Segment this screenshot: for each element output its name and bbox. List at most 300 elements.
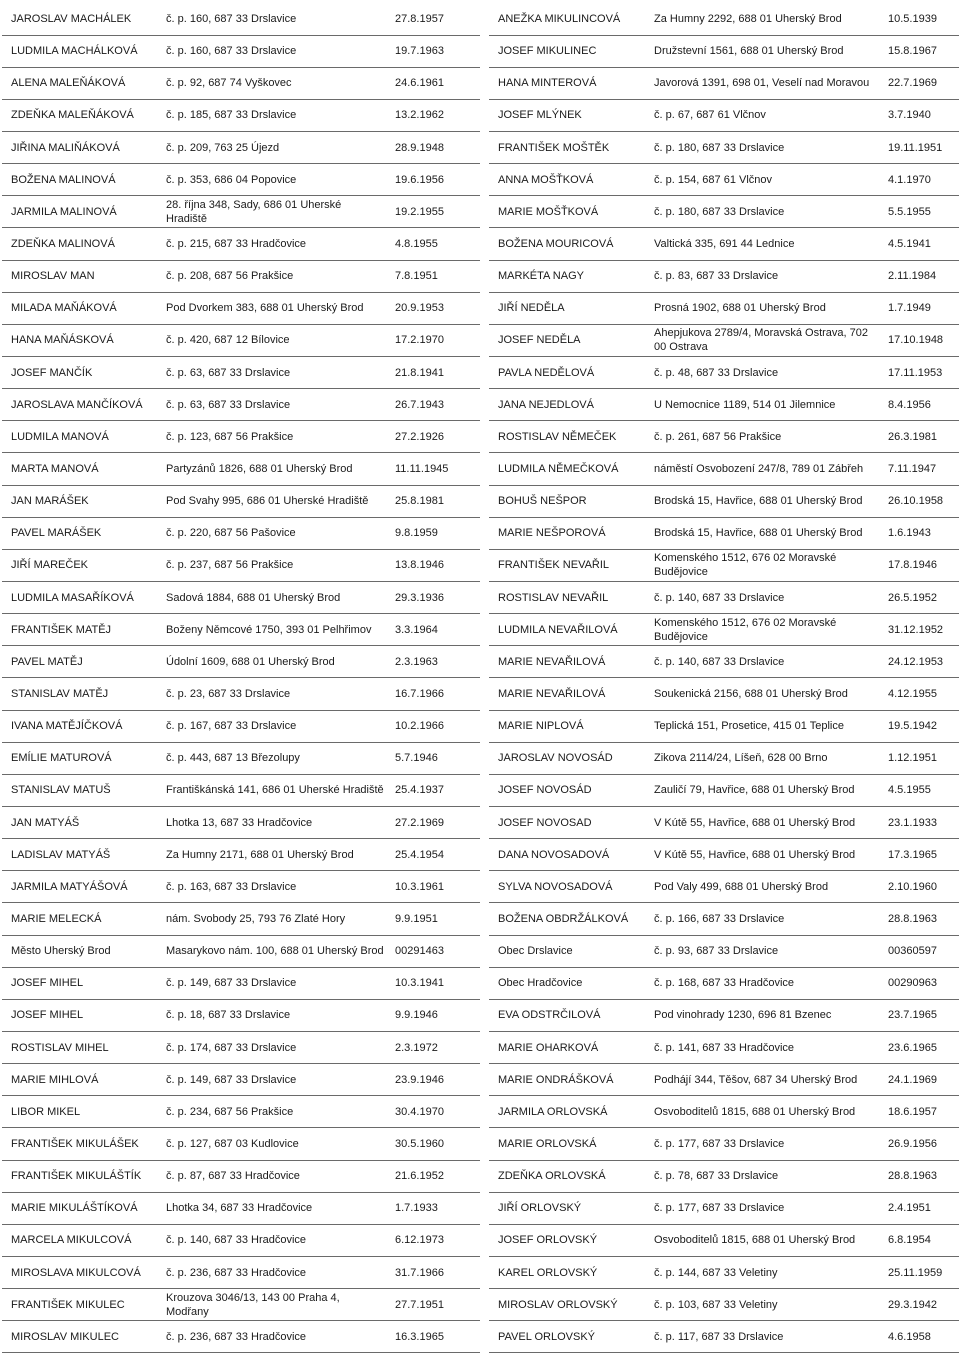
owner-address: č. p. 209, 763 25 Újezd (157, 132, 386, 164)
table-row (2, 1289, 480, 1321)
birth-date: 7.11.1947 (879, 453, 959, 485)
birth-date: 4.12.1955 (879, 678, 959, 710)
birth-date: 4.6.1958 (879, 1321, 959, 1353)
owner-address: Brodská 15, Havřice, 688 01 Uherský Brod (645, 485, 879, 517)
birth-date: 2.11.1984 (879, 260, 959, 292)
owner-name: EVA ODSTRČILOVÁ (489, 999, 645, 1031)
table-row (2, 1160, 480, 1192)
owner-name: JOSEF NOVOSÁD (489, 774, 645, 806)
owner-address: č. p. 141, 687 33 Hradčovice (645, 1032, 879, 1064)
owner-address: č. p. 67, 687 61 Vlčnov (645, 99, 879, 131)
birth-date: 27.2.1926 (386, 421, 480, 453)
owner-name: MIROSLAV MIKULEC (2, 1321, 157, 1353)
owner-name: IVANA MATĚJÍČKOVÁ (2, 710, 157, 742)
table-row (2, 1224, 480, 1256)
right-register-table (489, 3, 959, 1353)
table-row (2, 549, 480, 581)
owner-name: MARIE MIKULÁŠTÍKOVÁ (2, 1192, 157, 1224)
owner-address: č. p. 168, 687 33 Hradčovice (645, 967, 879, 999)
owner-name: PAVLA NEDĚLOVÁ (489, 357, 645, 389)
owner-name: JIŘÍ NEDĚLA (489, 292, 645, 324)
birth-date: 10.3.1941 (386, 967, 480, 999)
table-row (489, 871, 959, 903)
table-row (2, 99, 480, 131)
birth-date: 3.3.1964 (386, 614, 480, 646)
owner-name: JOSEF MLÝNEK (489, 99, 645, 131)
birth-date: 4.5.1941 (879, 228, 959, 260)
owner-name: MARIE NEŠPOROVÁ (489, 517, 645, 549)
table-row (489, 517, 959, 549)
owner-address: č. p. 140, 687 33 Drslavice (645, 646, 879, 678)
birth-date: 29.3.1942 (879, 1289, 959, 1321)
table-row (489, 807, 959, 839)
table-row (489, 260, 959, 292)
birth-date: 25.4.1937 (386, 774, 480, 806)
owner-name: HANA MINTEROVÁ (489, 67, 645, 99)
owner-name: MARIE OHARKOVÁ (489, 1032, 645, 1064)
owner-name: STANISLAV MATĚJ (2, 678, 157, 710)
table-row (489, 67, 959, 99)
owner-address: Za Humny 2292, 688 01 Uherský Brod (645, 3, 879, 35)
owner-name: JARMILA ORLOVSKÁ (489, 1096, 645, 1128)
owner-address: Masarykovo nám. 100, 688 01 Uherský Brod (157, 935, 386, 967)
owner-address: č. p. 234, 687 56 Prakšice (157, 1096, 386, 1128)
birth-date: 24.6.1961 (386, 67, 480, 99)
owner-name: PAVEL MARÁŠEK (2, 517, 157, 549)
owner-address: č. p. 48, 687 33 Drslavice (645, 357, 879, 389)
owner-name: LUDMILA MACHÁLKOVÁ (2, 35, 157, 67)
owner-address: č. p. 123, 687 56 Prakšice (157, 421, 386, 453)
table-row (489, 614, 959, 646)
birth-date: 24.12.1953 (879, 646, 959, 678)
birth-date: 4.5.1955 (879, 774, 959, 806)
birth-date: 17.2.1970 (386, 324, 480, 356)
birth-date: 17.11.1953 (879, 357, 959, 389)
birth-date: 27.2.1969 (386, 807, 480, 839)
owner-address: U Nemocnice 1189, 514 01 Jilemnice (645, 389, 879, 421)
birth-date: 7.8.1951 (386, 260, 480, 292)
birth-date: 28.9.1948 (386, 132, 480, 164)
birth-date: 16.3.1965 (386, 1321, 480, 1353)
birth-date: 13.2.1962 (386, 99, 480, 131)
table-row (489, 549, 959, 581)
owner-name: ZDEŇKA ORLOVSKÁ (489, 1160, 645, 1192)
birth-date: 24.1.1969 (879, 1064, 959, 1096)
birth-date: 29.3.1936 (386, 582, 480, 614)
table-row (2, 742, 480, 774)
owner-address: Valtická 335, 691 44 Lednice (645, 228, 879, 260)
table-row (489, 839, 959, 871)
owner-name: LUDMILA NĚMEČKOVÁ (489, 453, 645, 485)
table-row (2, 132, 480, 164)
table-row (2, 453, 480, 485)
owner-address: č. p. 127, 687 03 Kudlovice (157, 1128, 386, 1160)
birth-date: 19.7.1963 (386, 35, 480, 67)
owner-address: Za Humny 2171, 688 01 Uherský Brod (157, 839, 386, 871)
owner-name: JAN MATYÁŠ (2, 807, 157, 839)
birth-date: 31.12.1952 (879, 614, 959, 646)
birth-date: 27.8.1957 (386, 3, 480, 35)
owner-name: JAN MARÁŠEK (2, 485, 157, 517)
owner-name: Obec Drslavice (489, 935, 645, 967)
birth-date: 17.3.1965 (879, 839, 959, 871)
owner-address: č. p. 174, 687 33 Drslavice (157, 1032, 386, 1064)
owner-address: č. p. 83, 687 33 Drslavice (645, 260, 879, 292)
owner-name: JIŘINA MALIŇÁKOVÁ (2, 132, 157, 164)
owner-name: MARIE NEVAŘILOVÁ (489, 646, 645, 678)
birth-date: 26.10.1958 (879, 485, 959, 517)
birth-date: 5.7.1946 (386, 742, 480, 774)
table-row (489, 903, 959, 935)
owner-address: Lhotka 34, 687 33 Hradčovice (157, 1192, 386, 1224)
table-row (2, 839, 480, 871)
table-row (2, 935, 480, 967)
owner-address: č. p. 78, 687 33 Drslavice (645, 1160, 879, 1192)
owner-name: FRANTIŠEK NEVAŘIL (489, 549, 645, 581)
left-register-table (2, 3, 480, 1353)
birth-date: 8.4.1956 (879, 389, 959, 421)
table-row (489, 132, 959, 164)
owner-name: FRANTIŠEK MIKULÁŠTÍK (2, 1160, 157, 1192)
birth-date: 4.8.1955 (386, 228, 480, 260)
table-row (2, 164, 480, 196)
owner-address: č. p. 167, 687 33 Drslavice (157, 710, 386, 742)
owner-name: KAREL ORLOVSKÝ (489, 1256, 645, 1288)
owner-address: Komenského 1512, 676 02 Moravské Budějovice (645, 549, 879, 581)
owner-address: nám. Svobody 25, 793 76 Zlaté Hory (157, 903, 386, 935)
table-row (2, 1256, 480, 1288)
owner-address: Teplická 151, Prosetice, 415 01 Teplice (645, 710, 879, 742)
owner-name: MIROSLAV ORLOVSKÝ (489, 1289, 645, 1321)
owner-name: ANNA MOŠŤKOVÁ (489, 164, 645, 196)
owner-name: JOSEF MIHEL (2, 999, 157, 1031)
owner-name: MARIE MELECKÁ (2, 903, 157, 935)
owner-address: V Kútě 55, Havřice, 688 01 Uherský Brod (645, 807, 879, 839)
owner-address: č. p. 353, 686 04 Popovice (157, 164, 386, 196)
birth-date: 2.4.1951 (879, 1192, 959, 1224)
owner-name: FRANTIŠEK MATĚJ (2, 614, 157, 646)
owner-name: MARIE MIHLOVÁ (2, 1064, 157, 1096)
owner-name: JARMILA MALINOVÁ (2, 196, 157, 228)
left-register-body (2, 3, 480, 1353)
owner-address: č. p. 420, 687 12 Bílovice (157, 324, 386, 356)
birth-date: 10.5.1939 (879, 3, 959, 35)
owner-name: LUDMILA NEVAŘILOVÁ (489, 614, 645, 646)
table-row (489, 710, 959, 742)
birth-date: 18.6.1957 (879, 1096, 959, 1128)
table-row (489, 774, 959, 806)
owner-name: Město Uherský Brod (2, 935, 157, 967)
owner-address: č. p. 177, 687 33 Drslavice (645, 1192, 879, 1224)
table-row (489, 742, 959, 774)
owner-name: JOSEF NOVOSAD (489, 807, 645, 839)
table-row (489, 967, 959, 999)
owner-name: EMÍLIE MATUROVÁ (2, 742, 157, 774)
owner-name: BOŽENA MOURICOVÁ (489, 228, 645, 260)
birth-date: 30.5.1960 (386, 1128, 480, 1160)
birth-date: 20.9.1953 (386, 292, 480, 324)
owner-address: V Kútě 55, Havřice, 688 01 Uherský Brod (645, 839, 879, 871)
owner-address: Podhájí 344, Těšov, 687 34 Uherský Brod (645, 1064, 879, 1096)
owner-name: Obec Hradčovice (489, 967, 645, 999)
owner-address: č. p. 163, 687 33 Drslavice (157, 871, 386, 903)
table-row (2, 614, 480, 646)
table-row (2, 260, 480, 292)
owner-name: MIROSLAV MAN (2, 260, 157, 292)
birth-date: 1.12.1951 (879, 742, 959, 774)
owner-name: LADISLAV MATYÁŠ (2, 839, 157, 871)
owner-name: FRANTIŠEK MIKULÁŠEK (2, 1128, 157, 1160)
table-row (489, 35, 959, 67)
owner-address: Lhotka 13, 687 33 Hradčovice (157, 807, 386, 839)
birth-date: 10.3.1961 (386, 871, 480, 903)
owner-name: JANA NEJEDLOVÁ (489, 389, 645, 421)
owner-address: Pod Dvorkem 383, 688 01 Uherský Brod (157, 292, 386, 324)
table-row (489, 228, 959, 260)
table-row (489, 1289, 959, 1321)
owner-address: Zikova 2114/24, Líšeň, 628 00 Brno (645, 742, 879, 774)
owner-address: č. p. 208, 687 56 Prakšice (157, 260, 386, 292)
owner-address: Prosná 1902, 688 01 Uherský Brod (645, 292, 879, 324)
table-row (489, 164, 959, 196)
owner-address: č. p. 63, 687 33 Drslavice (157, 357, 386, 389)
owner-name: JOSEF NEDĚLA (489, 324, 645, 356)
table-row (2, 228, 480, 260)
owner-address: č. p. 185, 687 33 Drslavice (157, 99, 386, 131)
table-row (489, 3, 959, 35)
birth-date: 15.8.1967 (879, 35, 959, 67)
table-row (489, 292, 959, 324)
owner-name: JAROSLAVA MANČÍKOVÁ (2, 389, 157, 421)
owner-name: JAROSLAV NOVOSÁD (489, 742, 645, 774)
owner-name: JIŘÍ ORLOVSKÝ (489, 1192, 645, 1224)
owner-address: Komenského 1512, 676 02 Moravské Budějovice (645, 614, 879, 646)
birth-date: 27.7.1951 (386, 1289, 480, 1321)
owner-name: FRANTIŠEK MIKULEC (2, 1289, 157, 1321)
owner-address: č. p. 149, 687 33 Drslavice (157, 1064, 386, 1096)
owner-address: Sadová 1884, 688 01 Uherský Brod (157, 582, 386, 614)
owner-name: PAVEL ORLOVSKÝ (489, 1321, 645, 1353)
owner-address: č. p. 237, 687 56 Prakšice (157, 549, 386, 581)
table-row (489, 99, 959, 131)
birth-date: 26.7.1943 (386, 389, 480, 421)
birth-date: 17.8.1946 (879, 549, 959, 581)
table-row (489, 999, 959, 1031)
owner-name: BOŽENA MALINOVÁ (2, 164, 157, 196)
birth-date: 21.6.1952 (386, 1160, 480, 1192)
owner-address: Pod Svahy 995, 686 01 Uherské Hradiště (157, 485, 386, 517)
birth-date: 6.12.1973 (386, 1224, 480, 1256)
table-row (2, 196, 480, 228)
owner-address: č. p. 180, 687 33 Drslavice (645, 132, 879, 164)
owner-address: č. p. 18, 687 33 Drslavice (157, 999, 386, 1031)
birth-date: 19.11.1951 (879, 132, 959, 164)
owner-address: č. p. 140, 687 33 Drslavice (645, 582, 879, 614)
birth-date: 3.7.1940 (879, 99, 959, 131)
owner-address: Družstevní 1561, 688 01 Uherský Brod (645, 35, 879, 67)
birth-date: 2.10.1960 (879, 871, 959, 903)
owner-address: č. p. 166, 687 33 Drslavice (645, 903, 879, 935)
owner-name: JOSEF MIKULINEC (489, 35, 645, 67)
birth-date: 9.9.1946 (386, 999, 480, 1031)
table-row (2, 35, 480, 67)
table-row (2, 324, 480, 356)
table-row (489, 1064, 959, 1096)
birth-date: 22.7.1969 (879, 67, 959, 99)
table-row (489, 1321, 959, 1353)
table-row (2, 517, 480, 549)
owner-name: HANA MAŇÁSKOVÁ (2, 324, 157, 356)
owner-address: č. p. 261, 687 56 Prakšice (645, 421, 879, 453)
birth-date: 21.8.1941 (386, 357, 480, 389)
birth-date: 19.6.1956 (386, 164, 480, 196)
table-row (2, 485, 480, 517)
owner-name: LIBOR MIKEL (2, 1096, 157, 1128)
birth-date: 25.4.1954 (386, 839, 480, 871)
owner-name: STANISLAV MATUŠ (2, 774, 157, 806)
table-row (2, 421, 480, 453)
owner-address: Osvoboditelů 1815, 688 01 Uherský Brod (645, 1224, 879, 1256)
owner-name: LUDMILA MANOVÁ (2, 421, 157, 453)
owner-address: č. p. 149, 687 33 Drslavice (157, 967, 386, 999)
owner-name: MARIE MOŠŤKOVÁ (489, 196, 645, 228)
birth-date: 25.8.1981 (386, 485, 480, 517)
owner-name: MILADA MAŇÁKOVÁ (2, 292, 157, 324)
owner-address: Františkánská 141, 686 01 Uherské Hradiště (157, 774, 386, 806)
owner-address: č. p. 23, 687 33 Drslavice (157, 678, 386, 710)
birth-date: 17.10.1948 (879, 324, 959, 356)
owner-address: č. p. 180, 687 33 Drslavice (645, 196, 879, 228)
table-row (489, 421, 959, 453)
table-row (2, 774, 480, 806)
owner-address: Údolní 1609, 688 01 Uherský Brod (157, 646, 386, 678)
owner-address: 28. října 348, Sady, 686 01 Uherské Hradiště (157, 196, 386, 228)
table-row (2, 871, 480, 903)
table-row (2, 1128, 480, 1160)
birth-date: 13.8.1946 (386, 549, 480, 581)
owner-address: Krouzova 3046/13, 143 00 Praha 4, Modřany (157, 1289, 386, 1321)
birth-date: 00360597 (879, 935, 959, 967)
table-row (2, 646, 480, 678)
birth-date: 1.6.1943 (879, 517, 959, 549)
owner-address: Pod vinohrady 1230, 696 81 Bzenec (645, 999, 879, 1031)
table-row (2, 292, 480, 324)
table-row (489, 678, 959, 710)
owner-address: Ahepjukova 2789/4, Moravská Ostrava, 702 00 Ostrava (645, 324, 879, 356)
table-row (2, 67, 480, 99)
table-row (489, 324, 959, 356)
table-row (489, 646, 959, 678)
owner-address: Javorová 1391, 698 01, Veselí nad Moravou (645, 67, 879, 99)
birth-date: 10.2.1966 (386, 710, 480, 742)
birth-date: 2.3.1963 (386, 646, 480, 678)
owner-name: BOHUŠ NEŠPOR (489, 485, 645, 517)
owner-address: č. p. 103, 687 33 Veletiny (645, 1289, 879, 1321)
table-row (2, 903, 480, 935)
owner-address: č. p. 215, 687 33 Hradčovice (157, 228, 386, 260)
table-row (2, 999, 480, 1031)
birth-date: 00291463 (386, 935, 480, 967)
table-row (489, 1032, 959, 1064)
birth-date: 25.11.1959 (879, 1256, 959, 1288)
table-row (489, 1256, 959, 1288)
table-row (489, 1160, 959, 1192)
birth-date: 2.3.1972 (386, 1032, 480, 1064)
owner-address: Brodská 15, Havřice, 688 01 Uherský Brod (645, 517, 879, 549)
owner-address: č. p. 92, 687 74 Vyškovec (157, 67, 386, 99)
owner-address: č. p. 154, 687 61 Vlčnov (645, 164, 879, 196)
owner-address: č. p. 93, 687 33 Drslavice (645, 935, 879, 967)
table-row (2, 710, 480, 742)
owner-name: ROSTISLAV MIHEL (2, 1032, 157, 1064)
table-row (2, 389, 480, 421)
table-row (2, 1032, 480, 1064)
table-row (489, 1128, 959, 1160)
birth-date: 23.7.1965 (879, 999, 959, 1031)
birth-date: 31.7.1966 (386, 1256, 480, 1288)
birth-date: 1.7.1949 (879, 292, 959, 324)
owner-name: MARIE ORLOVSKÁ (489, 1128, 645, 1160)
birth-date: 28.8.1963 (879, 1160, 959, 1192)
owner-address: Pod Valy 499, 688 01 Uherský Brod (645, 871, 879, 903)
table-row (489, 1224, 959, 1256)
owner-address: č. p. 236, 687 33 Hradčovice (157, 1256, 386, 1288)
owner-name: MARTA MANOVÁ (2, 453, 157, 485)
table-row (489, 935, 959, 967)
table-row (489, 582, 959, 614)
owner-name: JIŘÍ MAREČEK (2, 549, 157, 581)
owner-address: č. p. 87, 687 33 Hradčovice (157, 1160, 386, 1192)
owner-name: DANA NOVOSADOVÁ (489, 839, 645, 871)
table-row (2, 1064, 480, 1096)
owner-name: ZDEŇKA MALEŇÁKOVÁ (2, 99, 157, 131)
birth-date: 30.4.1970 (386, 1096, 480, 1128)
owner-address: č. p. 140, 687 33 Hradčovice (157, 1224, 386, 1256)
table-row (2, 1096, 480, 1128)
owner-address: Zauličí 79, Havřice, 688 01 Uherský Brod (645, 774, 879, 806)
owner-name: SYLVA NOVOSADOVÁ (489, 871, 645, 903)
table-row (2, 1192, 480, 1224)
owner-name: JOSEF MIHEL (2, 967, 157, 999)
birth-date: 23.9.1946 (386, 1064, 480, 1096)
owner-name: ROSTISLAV NĚMEČEK (489, 421, 645, 453)
owner-address: č. p. 160, 687 33 Drslavice (157, 3, 386, 35)
birth-date: 11.11.1945 (386, 453, 480, 485)
table-row (489, 1096, 959, 1128)
owner-address: č. p. 220, 687 56 Pašovice (157, 517, 386, 549)
owner-name: ROSTISLAV NEVAŘIL (489, 582, 645, 614)
owner-name: MARIE NIPLOVÁ (489, 710, 645, 742)
owner-address: č. p. 63, 687 33 Drslavice (157, 389, 386, 421)
table-row (2, 357, 480, 389)
owner-address: č. p. 160, 687 33 Drslavice (157, 35, 386, 67)
birth-date: 28.8.1963 (879, 903, 959, 935)
birth-date: 16.7.1966 (386, 678, 480, 710)
table-row (2, 1321, 480, 1353)
owner-name: MARCELA MIKULCOVÁ (2, 1224, 157, 1256)
owner-name: PAVEL MATĚJ (2, 646, 157, 678)
birth-date: 1.7.1933 (386, 1192, 480, 1224)
birth-date: 26.5.1952 (879, 582, 959, 614)
birth-date: 23.6.1965 (879, 1032, 959, 1064)
birth-date: 26.3.1981 (879, 421, 959, 453)
table-row (489, 1192, 959, 1224)
owner-address: Boženy Němcové 1750, 393 01 Pelhřimov (157, 614, 386, 646)
owner-address: Osvoboditelů 1815, 688 01 Uherský Brod (645, 1096, 879, 1128)
owner-name: JAROSLAV MACHÁLEK (2, 3, 157, 35)
owner-name: JOSEF ORLOVSKÝ (489, 1224, 645, 1256)
table-row (2, 582, 480, 614)
